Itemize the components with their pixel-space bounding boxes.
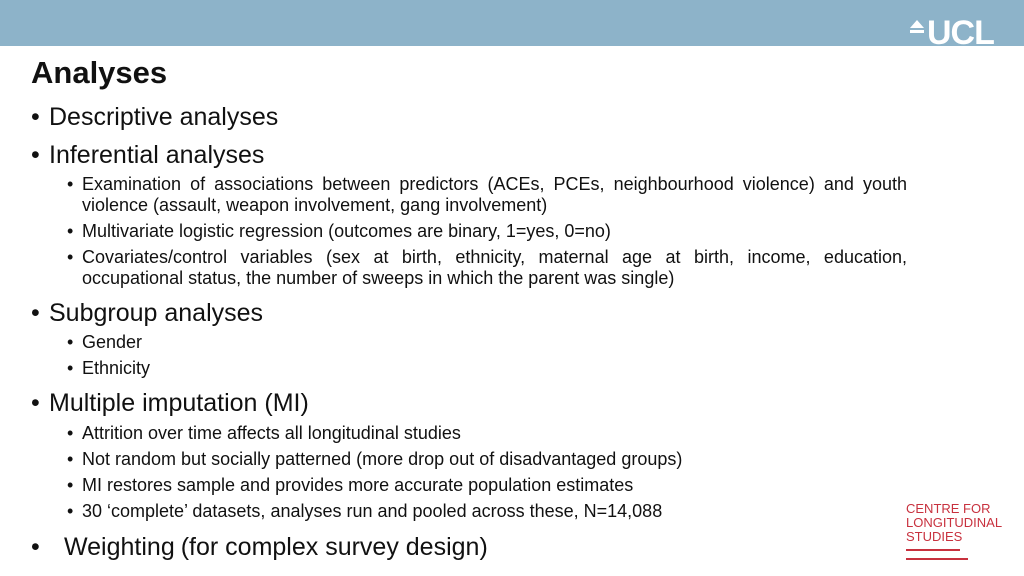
ucl-logo-text: UCL xyxy=(927,14,994,52)
bullet-icon: • xyxy=(67,449,74,469)
bullet-icon: • xyxy=(67,332,74,352)
bullet-icon: • xyxy=(67,423,74,443)
list-item: • Descriptive analyses xyxy=(31,103,279,131)
bullet-icon: • xyxy=(67,221,74,241)
bullet-icon: • xyxy=(67,475,74,495)
sub-list-item: • MI restores sample and provides more accurate population estimates xyxy=(67,475,634,495)
sub-list-item: • 30 ‘complete’ datasets, analyses run and pooled across these, N=14,088 xyxy=(67,501,663,521)
bullet-icon: • xyxy=(31,299,40,327)
bullet-icon: • xyxy=(67,174,74,194)
logo-rule xyxy=(906,558,968,560)
sub-list-item: • Covariates/control variables (sex at birth, ethnicity, maternal age at birth, income, education, occupational status, the number of sweeps in which the parent was single) xyxy=(67,247,907,288)
bullet-icon: • xyxy=(67,358,74,378)
bullet-icon: • xyxy=(31,533,40,561)
sub-list-item: • Attrition over time affects all longitudinal studies xyxy=(67,423,461,443)
bullet-icon: • xyxy=(67,501,74,521)
bullet-icon: • xyxy=(31,103,40,131)
bullet-icon: • xyxy=(31,141,40,169)
sub-list-item: • Examination of associations between predictors (ACEs, PCEs, neighbourhood violence) and youth violence (assault, weapon involvement, gang involvement) xyxy=(67,174,907,215)
sub-list-item: • Not random but socially patterned (more drop out of disadvantaged groups) xyxy=(67,449,683,469)
sub-list-item: • Multivariate logistic regression (outcomes are binary, 1=yes, 0=no) xyxy=(67,221,611,241)
clos-logo: CENTRE FOR LONGITUDINAL STUDIES xyxy=(906,502,1016,544)
bullet-icon: • xyxy=(31,389,40,417)
list-item: • Inferential analyses xyxy=(31,141,265,169)
list-item: • Multiple imputation (MI) xyxy=(31,389,309,417)
list-item: • Subgroup analyses xyxy=(31,299,264,327)
page-title: Analyses xyxy=(31,55,168,90)
list-item: • Weighting (for complex survey design) xyxy=(31,533,488,561)
sub-list-item: • Ethnicity xyxy=(67,358,151,378)
sub-list-item: • Gender xyxy=(67,332,143,352)
logo-rule xyxy=(906,549,960,551)
bullet-icon: • xyxy=(67,247,74,267)
